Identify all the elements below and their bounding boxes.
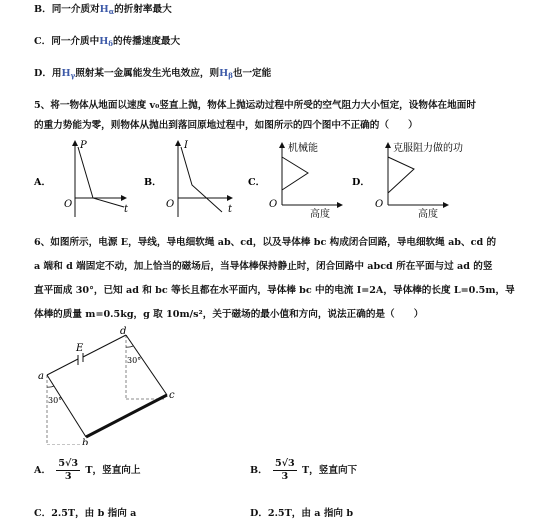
angle-arc-a: [47, 386, 54, 387]
angle-arc-d: [126, 346, 133, 347]
graph-d-label: D．: [352, 177, 370, 188]
option-d-line: D．用$H_\gamma$照射某一金属能发生光电效应，则$H_\beta$也一定能: [34, 68, 272, 80]
graph-a-ylabel: P: [80, 140, 87, 151]
label-d: d: [120, 326, 127, 337]
option-b-line: B．同一介质对$H_\alpha$的折射率最大: [34, 4, 172, 16]
h-alpha-symbol: $H_\alpha$: [99, 4, 115, 16]
graph-b-xlabel: t: [228, 204, 233, 215]
graph-a: [33, 140, 129, 217]
h-delta-symbol: $H_\delta$: [99, 36, 113, 48]
h-beta-symbol: $H_\beta$: [219, 68, 233, 80]
conductor-rod-bc: [86, 395, 167, 437]
answer-c: C．2.5T，由 b 指向 a: [34, 508, 137, 519]
angle-label-a: 30°: [48, 396, 63, 405]
question-6-figure: [30, 325, 210, 445]
graph-a-origin: O: [64, 199, 73, 210]
answer-d: D．2.5T，由 a 指向 b: [250, 508, 354, 519]
graph-c-origin: O: [269, 199, 278, 210]
graph-d-curve: [388, 157, 414, 193]
answer-a: A． $\frac{5√3}{3}$ T，竖直向上: [34, 458, 141, 482]
option-c-line: C．同一介质中$H_\delta$的传播速度最大: [34, 36, 181, 48]
question-6-line-1: 6、如图所示，电源 E，导线，导电细软绳 ab、cd，以及导体棒 bc 构成闭合回路，导电细软绳 ab、cd 的: [34, 237, 497, 248]
question-6-line-2: a 端和 d 端固定不动，加上恰当的磁场后，当导体棒保持静止时，闭合回路中 abcd 所在平面与过 ad 的竖: [34, 261, 493, 272]
answer-a-fraction: $\frac{5√3}{3}$: [58, 458, 79, 482]
graph-a-label: A．: [34, 177, 52, 188]
answer-b: B． $\frac{5√3}{3}$ T，竖直向下: [250, 458, 358, 482]
label-b: b: [82, 438, 89, 445]
question-5-line-1: 5、将一物体从地面以速度 v₀竖直上抛，物体上抛运动过程中所受的空气阻力大小恒定，设物体在地面时: [34, 100, 476, 111]
rope-dc: [126, 335, 167, 395]
graph-b-curve: [181, 147, 222, 212]
graph-a-xlabel: t: [124, 204, 129, 215]
graph-c: [248, 141, 340, 220]
graph-d-xlabel: 高度: [418, 209, 438, 220]
question-6-line-3: 直平面成 30°，已知 ad 和 bc 等长且都在水平面内，导体棒 bc 中的电流 I=2A，导体棒的长度 L=0.5m，导: [34, 285, 515, 296]
answer-b-fraction: $\frac{5√3}{3}$: [275, 458, 295, 482]
wire-e-d: [83, 335, 126, 357]
graph-d-ylabel: 克服阻力做的功: [393, 143, 463, 154]
graph-b: [144, 140, 233, 217]
graph-c-label: C．: [248, 177, 266, 188]
rope-ab: [47, 375, 86, 437]
graph-d-origin: O: [375, 199, 384, 210]
question-6-line-4: 体棒的质量 m=0.5kg，g 取 10m/s²，关于磁场的最小值和方向，说法正确的是（ ）: [34, 309, 424, 320]
question-5-graphs: [0, 135, 554, 230]
question-5-line-2: 的重力势能为零，则物体从抛出到落回原地过程中，如图所示的四个图中不正确的（ ）: [34, 120, 418, 131]
wire-a-e: [47, 359, 78, 375]
graph-b-label: B．: [144, 177, 162, 188]
option-b-text: B．同一介质对: [34, 4, 100, 15]
graph-d: [352, 141, 463, 220]
h-gamma-symbol: $H_\gamma$: [61, 68, 76, 80]
graph-c-xlabel: 高度: [310, 209, 330, 220]
label-e: E: [76, 343, 84, 354]
label-c: c: [169, 390, 175, 401]
graph-c-curve: [282, 157, 308, 190]
angle-label-d: 30°: [127, 356, 142, 365]
graph-b-ylabel: I: [184, 140, 188, 151]
label-a: a: [38, 371, 44, 382]
graph-b-origin: O: [166, 199, 175, 210]
graph-c-ylabel: 机械能: [288, 143, 318, 154]
